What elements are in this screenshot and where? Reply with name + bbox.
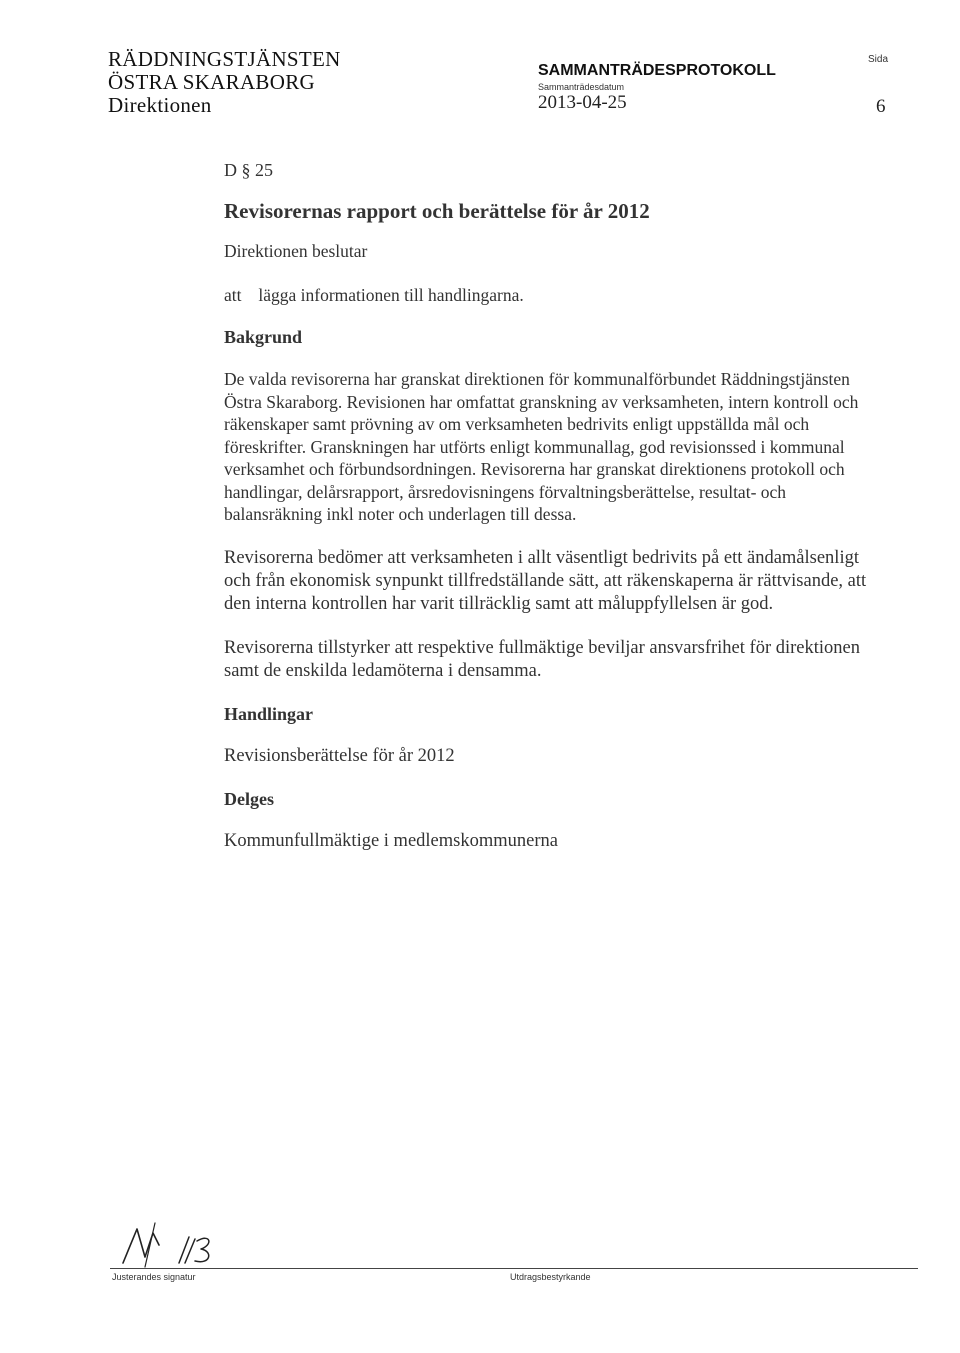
document-type: SAMMANTRÄDESPROTOKOLL xyxy=(538,62,776,79)
delges-text: Kommunfullmäktige i medlemskommunerna xyxy=(224,830,558,851)
protocol-body xyxy=(224,160,874,874)
footer-rule xyxy=(110,1268,918,1269)
date-label: Sammanträdesdatum xyxy=(538,82,625,92)
item-title: Revisorernas rapport och berättelse för år 2012 xyxy=(224,199,650,223)
handlingar-heading: Handlingar xyxy=(224,703,314,724)
bakgrund-paragraph: De valda revisorerna har granskat direktionen för kommunalförbundet Räddningstjänsten Östra Skaraborg. Revisionen har omfattat granskning av verksamheten, intern kontroll och räkenskaper samt prövning av om verksamheten bedrivits enligt uppställda mål och föreskrifter. Granskningen har utförts enligt kommunallag, god revisionssed i kommunal verksamhet och förbundsordningen. Revisorerna har granskat direktionens protokoll och handlingar, delårsrapport, årsredovisningens förvaltningsberättelse, resultat- och balansräkning inkl noter och underlagen till dessa. xyxy=(224,369,859,524)
organization-name xyxy=(108,48,341,117)
section-number: D § 25 xyxy=(224,160,273,180)
org-line-2: ÖSTRA SKARABORG xyxy=(108,70,315,94)
meeting-date: 2013-04-25 xyxy=(538,92,627,113)
org-line-1: RÄDDNINGSTJÄNSTEN xyxy=(108,47,341,71)
decision-att: att xyxy=(224,284,242,305)
assessment-paragraph: Revisorerna bedömer att verksamheten i allt väsentligt bedrivits på ett ändamålsenligt och från ekonomisk synpunkt tillfredställande sätt, att räkenskaperna är rättvisande, att den interna kontrollen har varit tillräcklig samt att måluppfyllelsen är god. xyxy=(224,547,867,614)
handwritten-initials xyxy=(115,1215,235,1270)
delges-heading: Delges xyxy=(224,788,274,809)
decision-text: lägga informationen till handlingarna. xyxy=(258,284,524,305)
recommendation-paragraph: Revisorerna tillstyrker att respektive fullmäktige beviljar ansvarsfrihet för direktionen samt de enskilda ledamöterna i densamma. xyxy=(224,637,860,681)
decision-clause xyxy=(224,284,874,307)
utdragsbestyrkande-label: Utdragsbestyrkande xyxy=(510,1272,591,1282)
org-line-3: Direktionen xyxy=(108,93,212,117)
justerandes-signatur-label: Justerandes signatur xyxy=(112,1272,196,1282)
page-label: Sida xyxy=(868,54,889,65)
decision-intro: Direktionen beslutar xyxy=(224,241,368,261)
handlingar-text: Revisionsberättelse för år 2012 xyxy=(224,745,455,766)
bakgrund-heading: Bakgrund xyxy=(224,327,303,347)
page-number: 6 xyxy=(876,96,886,117)
